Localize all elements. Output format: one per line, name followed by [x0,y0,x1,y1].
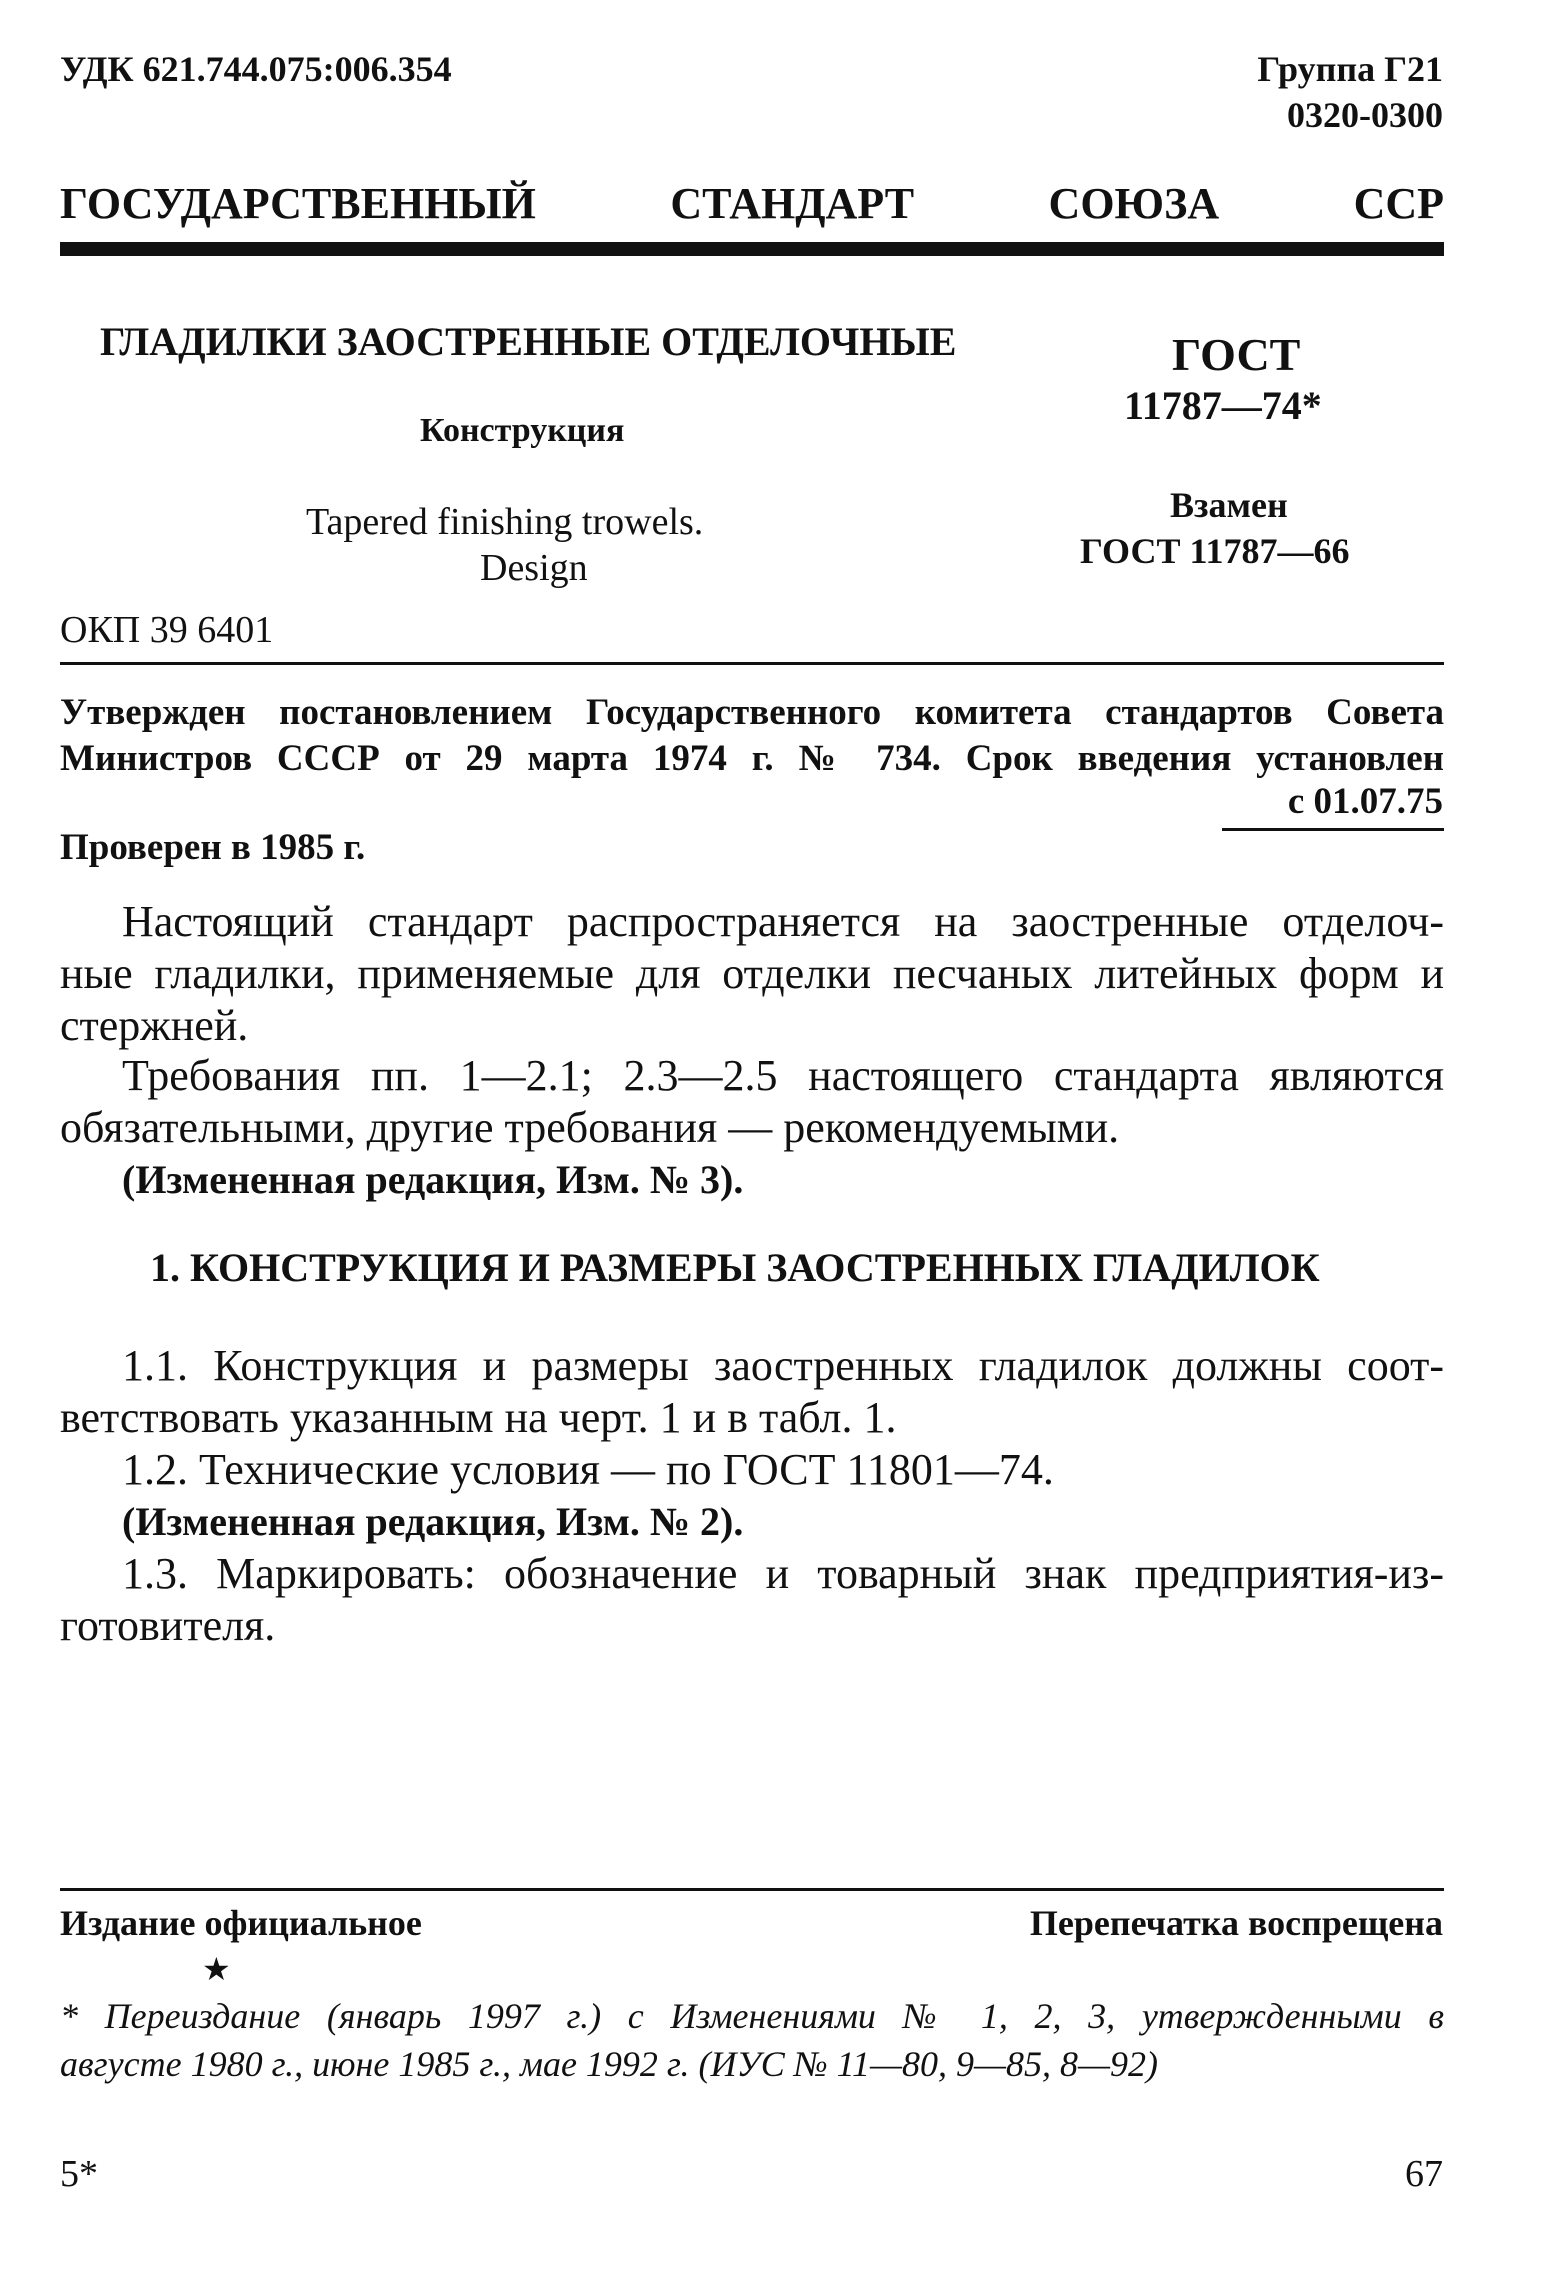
gost-number: 11787—74* [1124,383,1322,428]
effective-date: с 01.07.75 [1287,781,1443,822]
page-mark: 5* [60,2153,98,2195]
reprint-prohibited: Перепечатка воспрещена [1029,1903,1443,1943]
section-heading: 1. КОНСТРУКЦИЯ И РАЗМЕРЫ ЗАОСТРЕННЫХ ГЛАДИЛОК [150,1245,1320,1290]
replaces-number: ГОСТ 11787—66 [1080,531,1350,571]
requirements-paragraph [60,1050,1444,1206]
replaces-label: Взамен [1170,485,1288,525]
gost-label: ГОСТ [1172,329,1301,380]
checked-note: Проверен в 1985 г. [60,827,366,868]
english-title-line1: Tapered finishing trowels. [306,501,704,543]
section-1-paragraphs [60,1340,1444,1652]
footer-rule [60,1888,1444,1891]
requirements-line1: Требования пп. 1—2.1; 2.3—2.5 настоящего стандарта являются [122,1051,1444,1100]
reissue-footnote [60,1992,1444,2088]
group-code: Группа Г21 [1257,49,1443,89]
title-block-rule [60,662,1444,665]
udk-code: УДК 621.744.075:006.354 [60,49,452,89]
document-subtitle: Конструкция [420,412,625,449]
classification-code: 0320-0300 [1287,95,1443,135]
official-edition: Издание официальное [60,1903,422,1943]
clause-1-1-line1: 1.1. Конструкция и размеры заостренных гладилок должны соот- [122,1341,1444,1390]
clause-1-3-line1: 1.3. Маркировать: обозначение и товарный знак предприятия-из- [122,1549,1444,1598]
change-note-2: (Измененная редакция, Изм. № 2). [122,1499,744,1544]
clause-1-2: 1.2. Технические условия — по ГОСТ 11801—74. [122,1445,1054,1494]
footnote-line1: * Переиздание (январь 1997 г.) с Изменениями № 1, 2, 3, утвержденными в [60,1996,1444,2036]
star-mark: ★ [202,1951,231,1987]
banner-rule [60,242,1444,256]
approval-line2: Министров СССР от 29 марта 1974 г. № 734. Срок введения установлен [60,738,1444,779]
clause-1-3-line2: готовителя. [60,1601,276,1650]
effective-date-rule [1222,828,1444,831]
clause-1-1-line2: ветствовать указанным на черт. 1 и в табл. 1. [60,1393,897,1442]
english-title-line2: Design [480,547,588,589]
footnote-line2: августе 1980 г., июне 1985 г., мае 1992 г. (ИУС № 11—80, 9—85, 8—92) [60,2044,1158,2084]
page-number: 67 [1405,2153,1443,2195]
scope-line3: стержней. [60,1001,249,1050]
requirements-line2: обязательными, другие требования — рекомендуемыми. [60,1103,1120,1152]
change-note-3: (Измененная редакция, Изм. № 3). [122,1157,744,1202]
scope-paragraph [60,896,1444,1052]
scope-line1: Настоящий стандарт распространяется на заостренные отделоч- [122,897,1444,946]
document-title: ГЛАДИЛКИ ЗАОСТРЕННЫЕ ОТДЕЛОЧНЫЕ [100,319,957,364]
okp-code: ОКП 39 6401 [60,609,274,651]
scope-line2: ные гладилки, применяемые для отделки песчаных литейных форм и [60,949,1444,998]
banner-title: ГОСУДАРСТВЕННЫЙ СТАНДАРТ СОЮЗА ССР [60,179,1444,228]
approval-line1: Утвержден постановлением Государственного комитета стандартов Совета [60,692,1444,733]
approval-statement [60,690,1444,782]
